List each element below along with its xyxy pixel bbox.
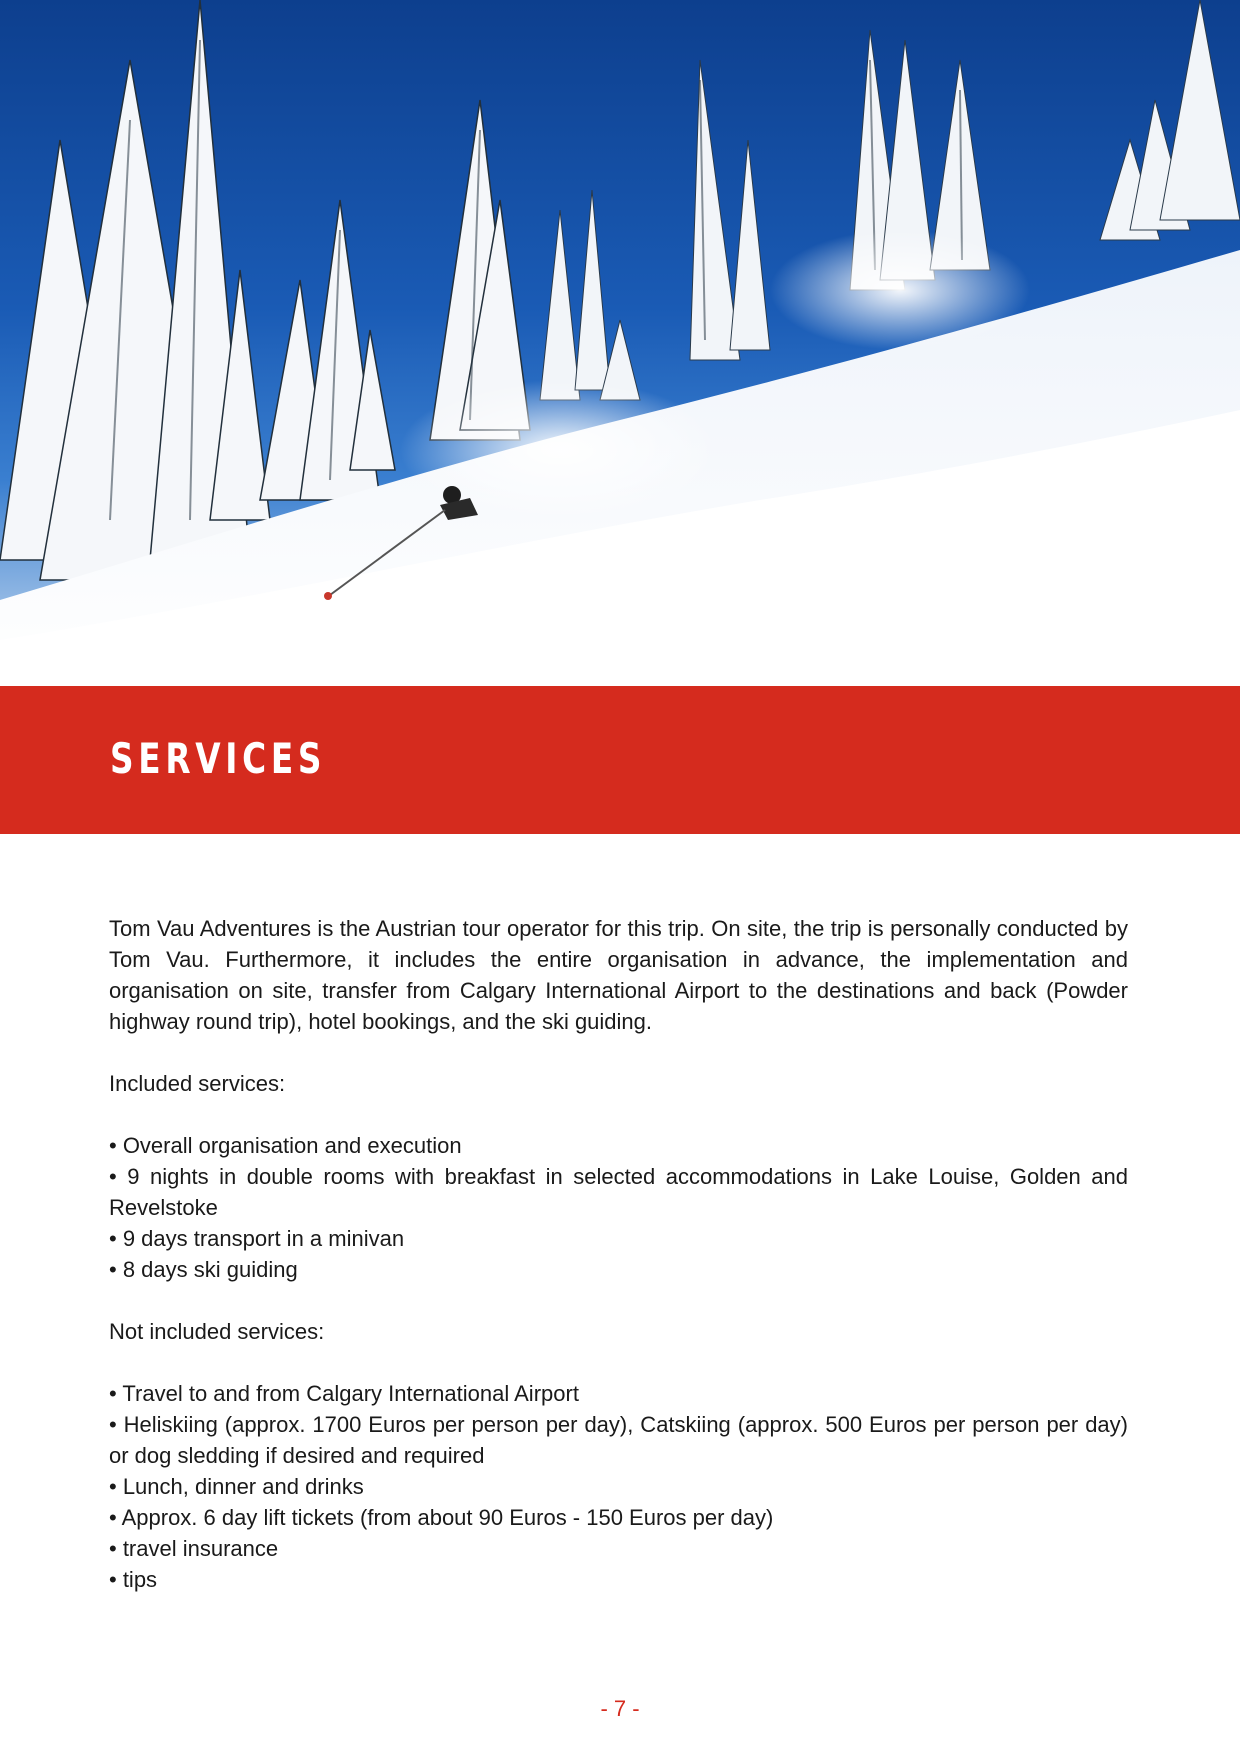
services-content (109, 913, 1128, 1595)
not-included-heading: Not included services: (109, 1319, 325, 1344)
skier-in-powder-illustration (0, 0, 1240, 686)
list-item: • 9 nights in double rooms with breakfast in selected accommodations in Lake Louise, Golden and Revelstoke (109, 1164, 1128, 1220)
list-item: • Travel to and from Calgary International Airport (109, 1381, 579, 1406)
section-title: SERVICES (110, 734, 327, 783)
list-item: • Lunch, dinner and drinks (109, 1474, 364, 1499)
hero-photo (0, 0, 1240, 686)
list-item: • Overall organisation and execution (109, 1133, 462, 1158)
section-banner (0, 686, 1240, 834)
list-item: • Heliskiing (approx. 1700 Euros per person per day), Catskiing (approx. 500 Euros per person per day) or dog sledding if desired and required (109, 1412, 1128, 1468)
list-item: • 8 days ski guiding (109, 1257, 298, 1282)
list-item: • 9 days transport in a minivan (109, 1226, 405, 1251)
not-included-list (109, 1378, 1128, 1595)
included-list (109, 1130, 1128, 1285)
page-number: - 7 - (600, 1696, 640, 1721)
list-item: • Approx. 6 day lift tickets (from about 90 Euros - 150 Euros per day) (109, 1505, 774, 1530)
intro-paragraph: Tom Vau Adventures is the Austrian tour operator for this trip. On site, the trip is personally conducted by Tom Vau. Furthermore, it includes the entire organisation in advance, the implementation and organisation on site, transfer from Calgary International Airport to the destinations and back (Powder highway round trip), hotel bookings, and the ski guiding. (109, 916, 1128, 1034)
list-item: • tips (109, 1567, 158, 1592)
included-heading: Included services: (109, 1071, 286, 1096)
list-item: • travel insurance (109, 1536, 279, 1561)
